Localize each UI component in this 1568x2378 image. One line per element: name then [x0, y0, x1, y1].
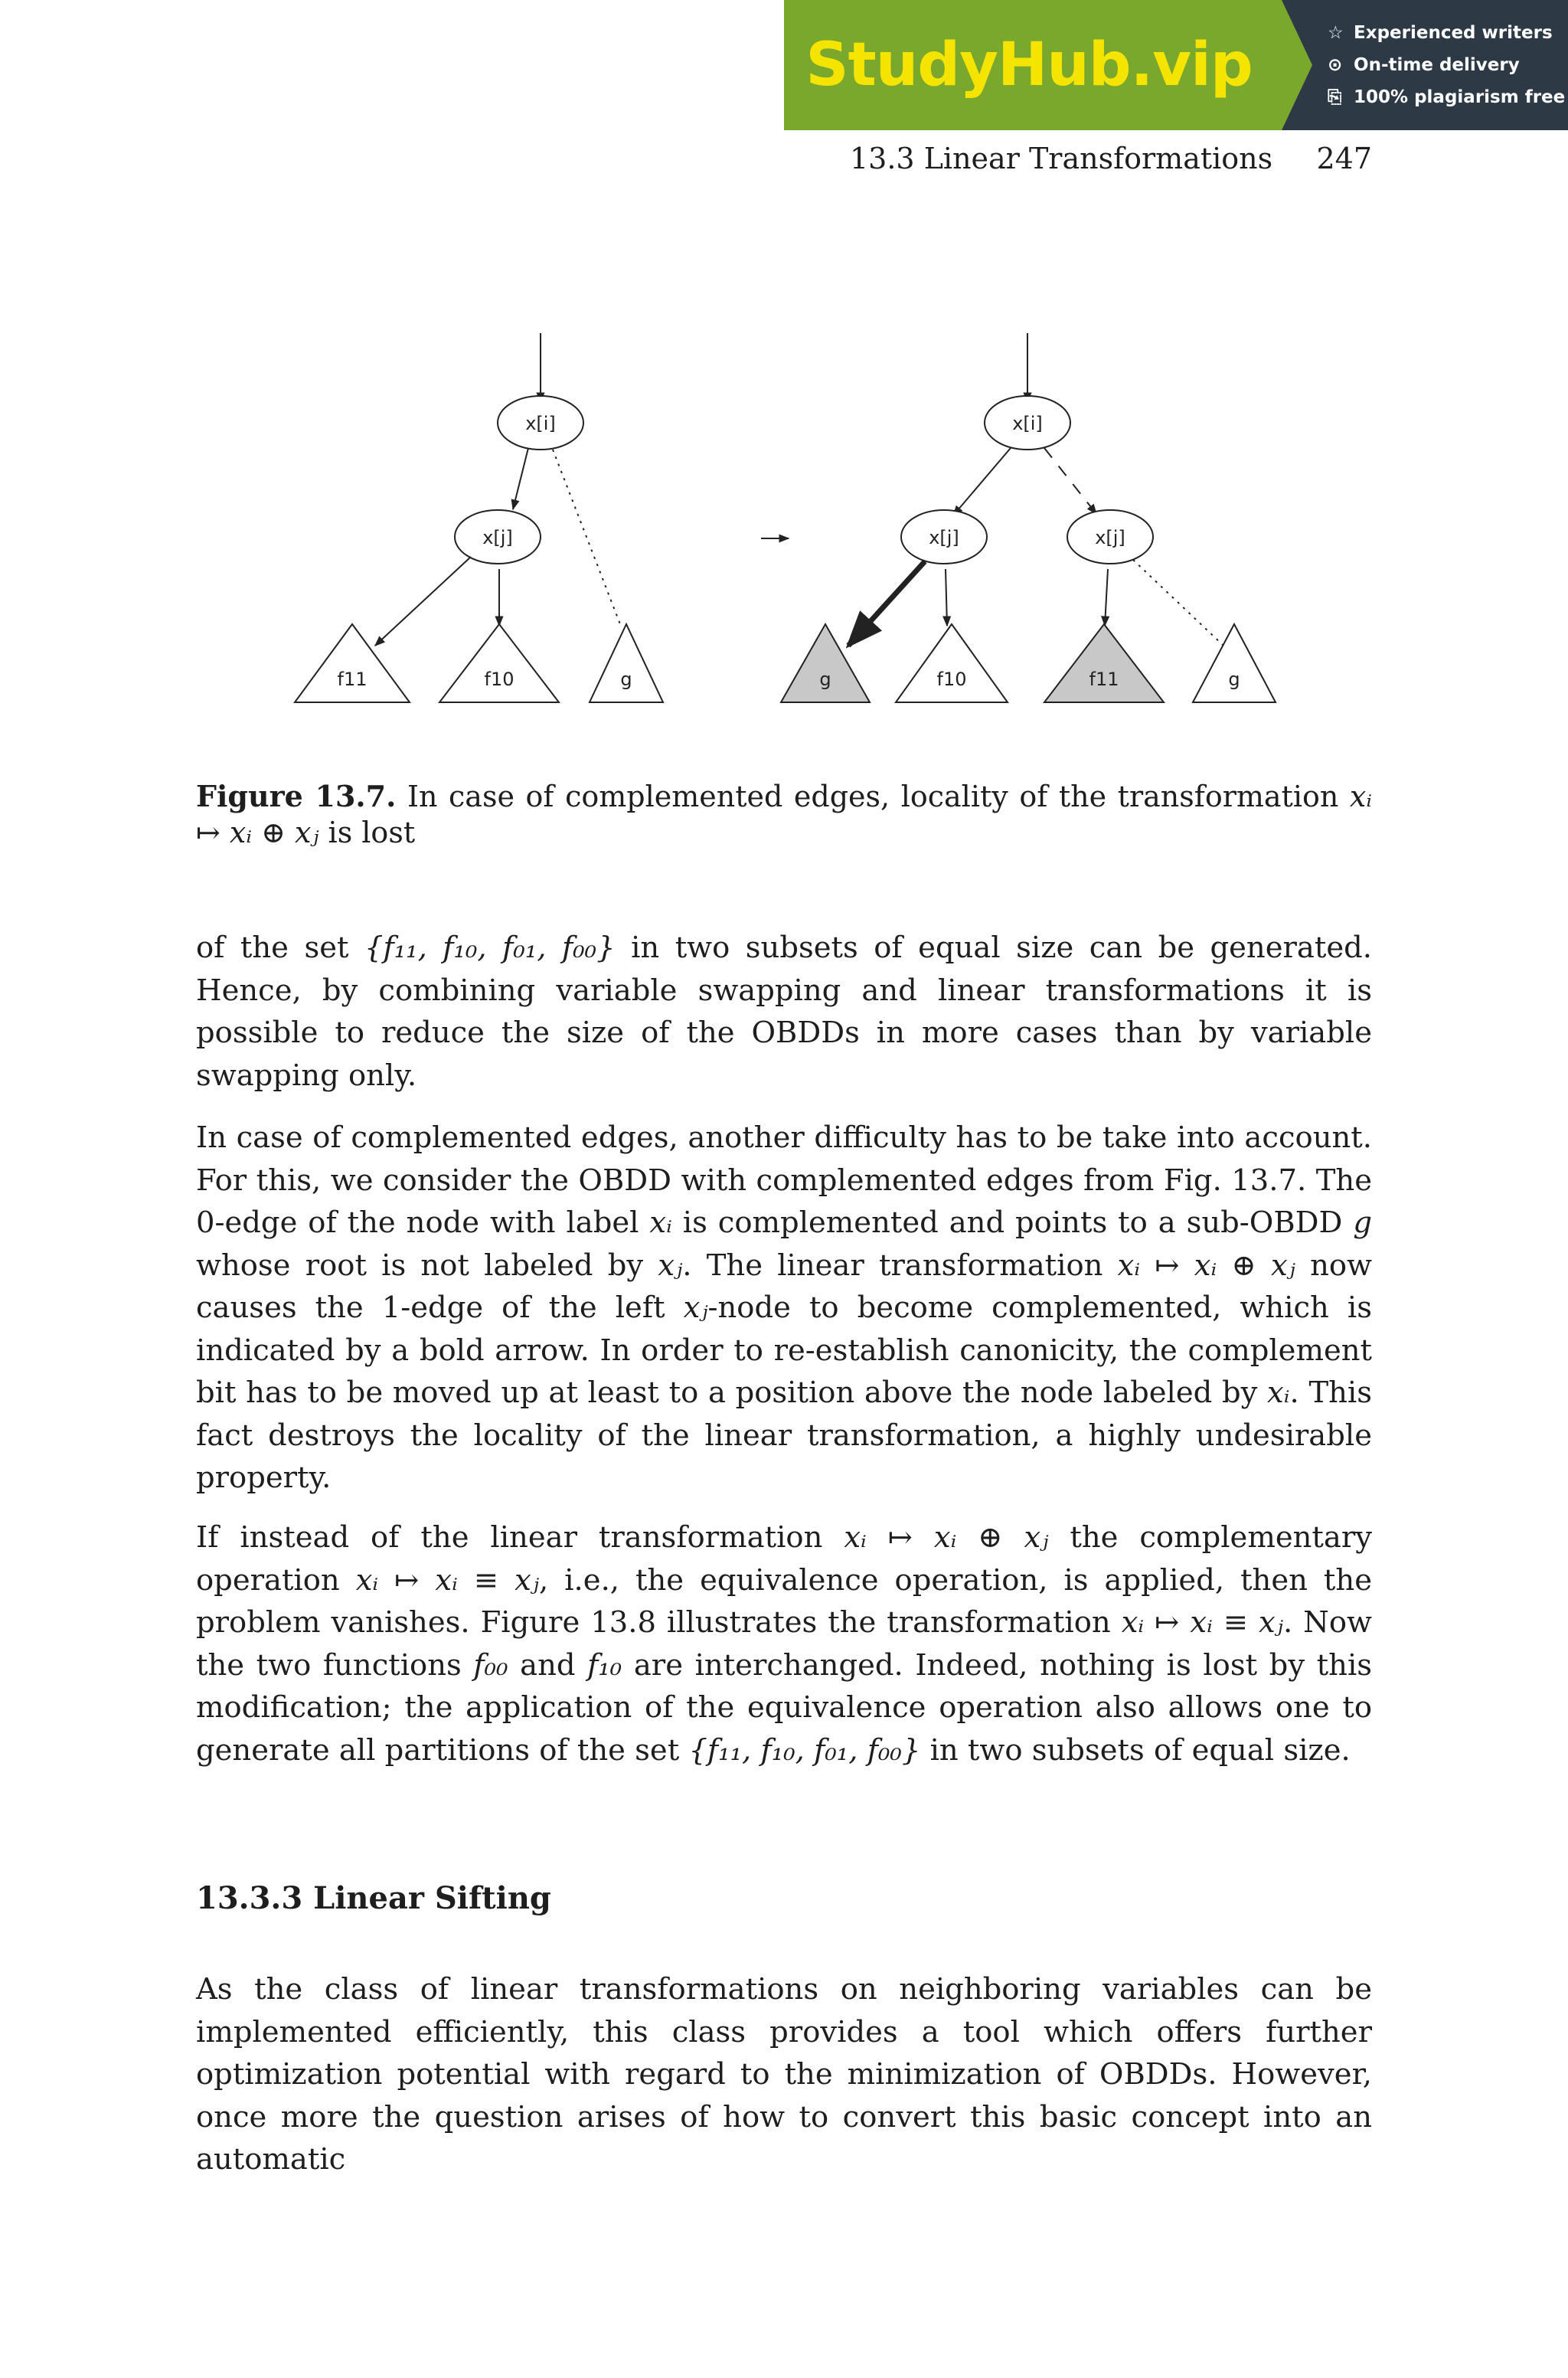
figure-13-7 — [283, 325, 1294, 724]
right-root-label: x[i] — [1012, 413, 1043, 434]
right-leaf-f10 — [896, 624, 1008, 702]
left-leaf-f10 — [439, 624, 559, 702]
clock-icon: ⊙ — [1328, 55, 1343, 75]
right-right-child-label: x[j] — [1095, 527, 1125, 548]
right-leaf-g — [1193, 624, 1276, 702]
banner-item-delivery: ⊙ On-time delivery — [1328, 49, 1568, 81]
left-leaf-g — [590, 624, 663, 702]
right-leaf-f11-label: f11 — [1089, 669, 1119, 690]
page-number: 247 — [1316, 142, 1372, 175]
right-leaf-g-label: g — [1228, 669, 1240, 690]
ad-banner[interactable] — [784, 0, 1568, 130]
right-root-1-edge — [953, 448, 1011, 515]
left-root-label: x[i] — [525, 413, 556, 434]
right-left-xj-0-edge — [946, 569, 947, 626]
left-child-label: x[j] — [482, 527, 513, 548]
star-icon: ☆ — [1328, 23, 1344, 43]
section-title: 13.3 Linear Transformations — [850, 142, 1273, 175]
left-root-0-edge — [553, 450, 620, 624]
section-heading: 13.3.3 Linear Sifting — [196, 1880, 551, 1916]
banner-arrow-shape — [1282, 0, 1312, 130]
left-leaf-f11-label: f11 — [337, 669, 368, 690]
paragraph-4: As the class of linear transformations on neighboring variables can be implemented efficiently, this class provides a tool which offers further optimization potential with regard to the minimization of OBDDs. However, once more the question arises of how to convert this basic concept into an automatic — [196, 1972, 1372, 2177]
right-leaf-f10-label: f10 — [936, 669, 967, 690]
right-leaf-f11-shaded — [1044, 624, 1164, 702]
right-left-child-label: x[j] — [929, 527, 959, 548]
left-leaf-g-label: g — [620, 669, 632, 690]
left-xj-1-edge — [375, 557, 471, 646]
running-head — [850, 142, 1372, 175]
banner-item-writers: ☆ Experienced writers — [1328, 17, 1568, 49]
left-leaf-f11 — [295, 624, 410, 702]
left-root-1-edge — [513, 448, 528, 509]
right-right-xj-1-edge — [1105, 569, 1108, 626]
figure-caption: Figure 13.7. In case of complemented edges, locality of the transformation xᵢ ↦ xᵢ ⊕ xⱼ is lost — [196, 779, 1372, 849]
right-leaf-g-shaded-label: g — [819, 669, 831, 690]
copy-icon: ⎘ — [1328, 87, 1342, 107]
paragraph-3: If instead of the linear transformation xᵢ ↦ xᵢ ⊕ xⱼ the complementary operation xᵢ ↦ xᵢ ≡ xⱼ, i.e., the equivalence operation, is applied, then the problem vanishes. Figure 13.8 illustrates the transformation xᵢ ↦ xᵢ ≡ xⱼ. Now the two functions f₀₀ and f₁₀ are interchanged. Indeed, nothing is lost by this modification; the application of the equivalence operation also allows one to generate all partitions of the set {f₁₁, f₁₀, f₀₁, f₀₀} in two subsets of equal size. — [196, 1520, 1373, 1768]
paragraph-1: of the set {f₁₁, f₁₀, f₀₁, f₀₀} in two subsets of equal size can be generated. Hence, by combining variable swapping and linear transformations it is possible to reduce the size of the OBDDs in more cases than by variable swapping only. — [196, 931, 1372, 1093]
right-right-xj-0-edge — [1133, 560, 1223, 646]
banner-logo[interactable]: StudyHub.vip — [805, 31, 1253, 100]
paragraph-2: In case of complemented edges, another difficulty has to be take into account. For this, we consider the OBDD with complemented edges from Fig. 13.7. The 0-edge of the node with label xᵢ is complemented and points to a sub-OBDD g whose root is not labeled by xⱼ. The linear transformation xᵢ ↦ xᵢ ⊕ xⱼ now causes the 1-edge of the left xⱼ-node to become complemented, which is indicated by a bold arrow. In order to re-establish canonicity, the complement bit has to be moved up at least to a position above the node labeled by xᵢ. This fact destroys the locality of the linear transformation, a highly undesirable property. — [196, 1120, 1372, 1495]
banner-item-plagiarism: ⎘ 100% plagiarism free — [1328, 81, 1568, 113]
right-root-0-edge — [1044, 448, 1096, 514]
right-bold-complement-edge — [848, 561, 925, 646]
banner-features — [1282, 0, 1568, 130]
left-leaf-f10-label: f10 — [484, 669, 514, 690]
caption-label: Figure 13.7. — [196, 779, 397, 813]
